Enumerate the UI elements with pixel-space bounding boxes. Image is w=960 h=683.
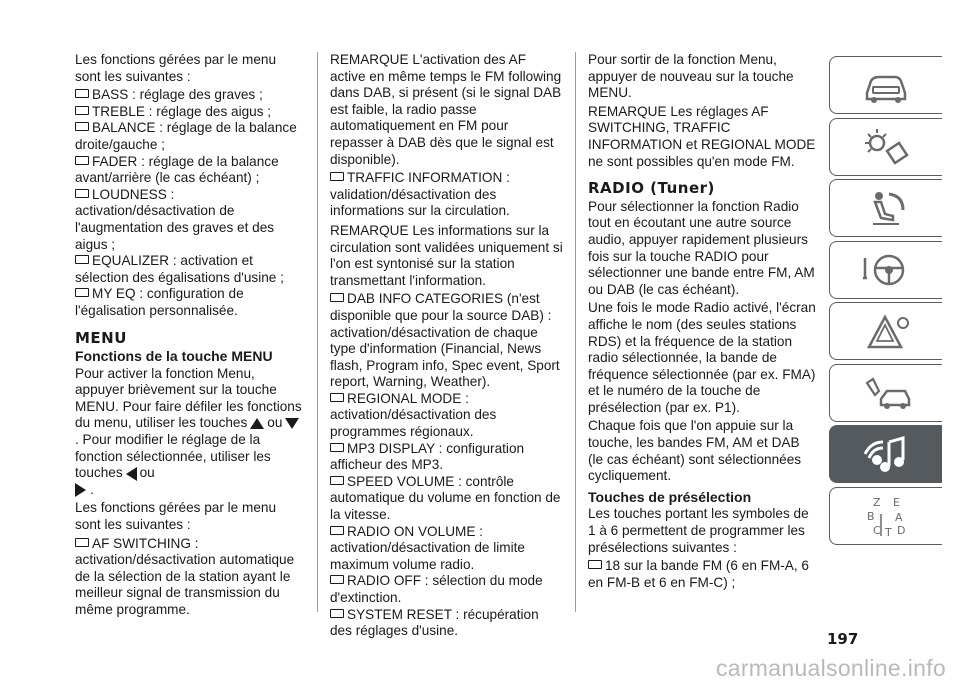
list-item: SYSTEM RESET : récupération des réglages d'usine. xyxy=(330,606,539,639)
list-item: TRAFFIC INFORMATION : validation/désactivation des informations sur la circulation. xyxy=(330,170,510,219)
svg-text:E: E xyxy=(893,495,900,509)
bullet-icon xyxy=(75,189,89,198)
bullet-icon xyxy=(330,172,344,181)
svg-text:C: C xyxy=(873,523,881,537)
index-abc-icon xyxy=(859,494,913,538)
list-item: DAB INFO CATEGORIES (n'est disponible que pour la source DAB) : activation/désactivation de chaque type d'information (Financial, News flash, Program info, Spec event, Sport report, Warning, Weather). xyxy=(330,291,560,390)
intro-text: Les fonctions gérées par le menu sont les suivantes : xyxy=(75,500,277,533)
menu-paragraph: Pour activer la fonction Menu, appuyer brièvement sur la touche MENU. Pour faire défiler les fonctions du menu, utiliser les touches ou. Pour modifier le réglage de la fonction sélectionnée, utiliser les touches ou . xyxy=(75,365,302,497)
car-dashboard-icon xyxy=(859,63,913,107)
svg-text:Z: Z xyxy=(873,495,881,509)
bullet-icon xyxy=(75,122,89,131)
bullet-icon xyxy=(75,255,89,264)
radio-paragraph: Pour sélectionner la fonction Radio tout en écoutant une autre source audio, appuyer rapidement plusieurs fois sur la touche RADIO pour sélectionner une bande entre FM, AM ou DAB (le cas échéant). xyxy=(588,198,815,297)
steering-wheel-icon xyxy=(859,248,913,292)
bullet-icon xyxy=(330,293,344,302)
warning-lights-icon xyxy=(859,125,913,169)
list-item: EQUALIZER : activation et sélection des égalisations d'usine ; xyxy=(75,253,284,285)
column-1 xyxy=(75,52,305,619)
list-item: MP3 DISPLAY : configuration afficheur des MP3. xyxy=(330,440,525,473)
tab-safety[interactable] xyxy=(829,179,942,237)
exit-paragraph: Pour sortir de la fonction Menu, appuyer de nouveau sur la touche MENU. xyxy=(588,52,794,101)
tab-multimedia[interactable] xyxy=(829,425,942,483)
list-item: AF SWITCHING : activation/désactivation automatique de la sélection de la station ayant le meilleur signal de transmission du même programme. xyxy=(75,535,295,617)
list-item: RADIO OFF : sélection du mode d'extinction. xyxy=(330,573,543,605)
page-number: 197 xyxy=(827,630,859,648)
bullet-icon xyxy=(75,89,89,98)
intro-text: Les fonctions gérées par le menu sont les suivantes : xyxy=(75,52,277,84)
subheading: Fonctions de la touche MENU xyxy=(75,348,273,365)
bullet-icon xyxy=(75,106,89,115)
tab-starting-driving[interactable] xyxy=(829,241,942,299)
list-item: MY EQ : configuration de l'égalisation personnalisée. xyxy=(75,286,244,318)
tab-dashboard[interactable] xyxy=(829,56,942,114)
arrow-down-icon xyxy=(285,418,299,429)
tab-maintenance[interactable] xyxy=(829,364,942,422)
tab-index[interactable] xyxy=(829,487,942,545)
arrow-up-icon xyxy=(250,418,264,429)
list-item: REGIONAL MODE : activation/désactivation des programmes régionaux. xyxy=(330,390,497,440)
list-item: RADIO ON VOLUME : activation/désactivation de limite maximum volume radio. xyxy=(330,523,525,572)
roadside-warning-icon xyxy=(859,309,913,353)
list-item: SPEED VOLUME : contrôle automatique du volume en fonction de la vitesse. xyxy=(330,473,561,523)
remark-text: REMARQUE Les réglages AF SWITCHING, TRAFFIC INFORMATION et REGIONAL MODE ne sont possibles qu'en mode FM. xyxy=(588,103,816,169)
bullet-icon xyxy=(75,538,89,547)
bullet-icon xyxy=(330,443,344,452)
list-item: TREBLE : réglage des aigus ; xyxy=(75,104,305,121)
tab-warning-lights[interactable] xyxy=(829,118,942,176)
bullet-icon xyxy=(330,609,344,618)
svg-text:D: D xyxy=(897,523,906,537)
radio-paragraph: Chaque fois que l'on appuie sur la touche, les bandes FM, AM et DAB (le cas échéant) sont sélectionnées cycliquement. xyxy=(588,418,802,484)
bullet-icon xyxy=(75,288,89,297)
wrench-car-icon xyxy=(859,371,913,415)
arrow-left-icon xyxy=(126,467,137,481)
bullet-icon xyxy=(330,526,344,535)
watermark: carmanualsonline.info xyxy=(715,655,946,681)
bullet-icon xyxy=(330,476,344,485)
safety-airbag-icon xyxy=(859,186,913,230)
svg-text:A: A xyxy=(895,510,903,524)
tab-emergency[interactable] xyxy=(829,302,942,360)
preset-paragraph: Les touches portant les symboles de 1 à 6 permettent de programmer les présélections suivantes : xyxy=(588,506,809,555)
list-item: 18 sur la bande FM (6 en FM-A, 6 en FM-B et 6 en FM-C) ; xyxy=(588,558,809,590)
radio-paragraph: Une fois le mode Radio activé, l'écran affiche le nom (des seules stations RDS) et la fréquence de la station radio sélectionnée, la bande de fréquence sélectionnée (par ex. FMA) et le numéro de la touche de présélection (par ex. P1). xyxy=(588,300,816,415)
list-item: BASS : réglage des graves ; xyxy=(75,87,305,104)
section-heading: RADIO (Tuner) xyxy=(588,179,715,198)
column-divider xyxy=(575,52,576,612)
chapter-tabs xyxy=(829,56,944,548)
svg-text:B: B xyxy=(867,509,875,523)
remark-text: REMARQUE Les informations sur la circulation sont validées uniquement si l'on est syntonisé sur la station transmettant l'information. xyxy=(330,222,563,288)
column-2 xyxy=(330,52,564,640)
list-item: BALANCE : réglage de la balance droite/gauche ; xyxy=(75,120,297,152)
bullet-icon xyxy=(330,393,344,402)
bullet-icon xyxy=(330,575,344,584)
list-item: LOUDNESS : activation/désactivation de l'augmentation des graves et des aigus ; xyxy=(75,186,275,252)
column-3 xyxy=(588,52,818,591)
section-heading: MENU xyxy=(75,328,127,347)
remark-text: REMARQUE L'activation des AF active en même temps le FM following dans DAB, si présent (si le signal DAB est faible, la radio passe automatiquement en FM pour repasser à DAB dès que le signal est disponible). xyxy=(330,52,562,167)
svg-text:T: T xyxy=(885,525,892,538)
column-divider xyxy=(317,52,318,612)
bullet-icon xyxy=(588,560,602,569)
subheading: Touches de présélection xyxy=(588,488,752,505)
arrow-right-icon xyxy=(75,483,86,497)
multimedia-icon xyxy=(859,432,913,476)
list-item: FADER : réglage de la balance avant/arrière (le cas échéant) ; xyxy=(75,153,279,186)
bullet-icon xyxy=(75,156,89,165)
